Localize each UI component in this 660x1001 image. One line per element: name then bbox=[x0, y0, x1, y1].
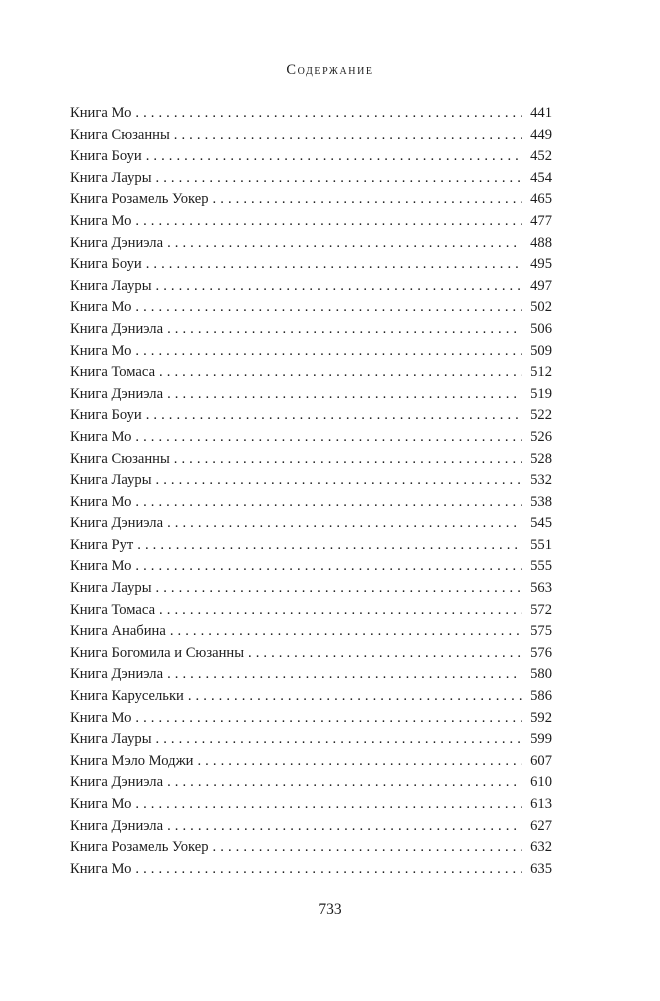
toc-entry-title: Книга Карусельки bbox=[70, 688, 184, 705]
dot-leader bbox=[167, 513, 522, 535]
dot-leader bbox=[170, 621, 522, 643]
toc-entry bbox=[70, 427, 552, 449]
toc-entry-page: 627 bbox=[530, 817, 552, 834]
dot-leader bbox=[156, 276, 523, 298]
toc-entry-page: 632 bbox=[530, 839, 552, 856]
toc-entry bbox=[70, 837, 552, 859]
toc-entry-title: Книга Мо bbox=[70, 212, 132, 229]
toc-entry bbox=[70, 470, 552, 492]
toc-entry-page: 576 bbox=[530, 644, 552, 661]
toc-entry-page: 441 bbox=[530, 105, 552, 121]
dot-leader bbox=[135, 103, 522, 125]
toc-entry bbox=[70, 708, 552, 730]
dot-leader bbox=[174, 125, 522, 147]
dot-leader bbox=[167, 816, 522, 838]
toc-entry bbox=[70, 772, 552, 794]
toc-entry-title: Книга Дэниэла bbox=[70, 515, 164, 532]
dot-leader bbox=[146, 254, 522, 276]
toc-entry bbox=[70, 449, 552, 471]
dot-leader bbox=[135, 492, 522, 514]
toc-entry bbox=[70, 276, 552, 298]
dot-leader bbox=[135, 794, 522, 816]
toc-entry-title: Книга Дэниэла bbox=[70, 774, 164, 791]
toc-entry-page: 488 bbox=[530, 234, 552, 251]
toc-entry-title: Книга Мо bbox=[70, 342, 132, 359]
toc-entry-title: Книга Дэниэла bbox=[70, 385, 164, 402]
toc-entry-page: 555 bbox=[530, 558, 552, 575]
toc-entry bbox=[70, 513, 552, 535]
dot-leader bbox=[146, 405, 522, 427]
toc-entry-page: 635 bbox=[530, 860, 552, 877]
toc-entry-page: 465 bbox=[530, 191, 552, 208]
toc-entry bbox=[70, 319, 552, 341]
toc-entry-page: 592 bbox=[530, 709, 552, 726]
toc-entry bbox=[70, 384, 552, 406]
toc-entry bbox=[70, 362, 552, 384]
toc-entry-page: 495 bbox=[530, 256, 552, 273]
toc-entry-page: 477 bbox=[530, 212, 552, 229]
toc-entry bbox=[70, 729, 552, 751]
toc-entry bbox=[70, 556, 552, 578]
dot-leader bbox=[137, 535, 522, 557]
dot-leader bbox=[156, 729, 523, 751]
dot-leader bbox=[174, 449, 522, 471]
toc-entry bbox=[70, 233, 552, 255]
table-of-contents bbox=[70, 103, 552, 880]
toc-entry-page: 551 bbox=[530, 536, 552, 553]
toc-entry-title: Книга Дэниэла bbox=[70, 320, 164, 337]
toc-entry bbox=[70, 254, 552, 276]
dot-leader bbox=[156, 578, 523, 600]
toc-entry-page: 545 bbox=[530, 515, 552, 532]
toc-entry-page: 610 bbox=[530, 774, 552, 791]
toc-entry bbox=[70, 297, 552, 319]
toc-entry-title: Книга Боуи bbox=[70, 407, 142, 424]
dot-leader bbox=[135, 297, 522, 319]
dot-leader bbox=[156, 168, 523, 190]
toc-entry bbox=[70, 643, 552, 665]
page-number: 733 bbox=[318, 901, 342, 918]
toc-entry-title: Книга Рут bbox=[70, 536, 134, 553]
dot-leader bbox=[135, 708, 522, 730]
toc-entry-page: 532 bbox=[530, 472, 552, 489]
toc-entry-title: Книга Боуи bbox=[70, 256, 142, 273]
dot-leader bbox=[135, 556, 522, 578]
dot-leader bbox=[167, 319, 522, 341]
toc-entry-page: 613 bbox=[530, 796, 552, 812]
toc-entry-page: 575 bbox=[530, 623, 552, 640]
toc-entry bbox=[70, 621, 552, 643]
dot-leader bbox=[167, 384, 522, 406]
toc-entry-page: 526 bbox=[530, 428, 552, 445]
toc-entry-title: Книга Мо bbox=[70, 860, 132, 877]
toc-entry-title: Книга Розамель Уокер bbox=[70, 839, 209, 856]
toc-entry bbox=[70, 211, 552, 233]
toc-entry-page: 454 bbox=[530, 169, 552, 186]
toc-entry-page: 452 bbox=[530, 148, 552, 165]
toc-entry bbox=[70, 492, 552, 514]
toc-entry-page: 512 bbox=[530, 364, 552, 381]
dot-leader bbox=[167, 233, 522, 255]
toc-entry-title: Книга Мо bbox=[70, 709, 132, 726]
toc-entry-page: 506 bbox=[530, 320, 552, 337]
toc-entry-page: 580 bbox=[530, 666, 552, 683]
toc-entry-title: Книга Сюзанны bbox=[70, 450, 170, 467]
toc-entry-page: 586 bbox=[530, 688, 552, 705]
toc-entry-page: 509 bbox=[530, 342, 552, 359]
dot-leader bbox=[156, 470, 523, 492]
toc-entry-title: Книга Мо bbox=[70, 105, 132, 121]
dot-leader bbox=[167, 664, 522, 686]
toc-entry bbox=[70, 168, 552, 190]
toc-entry bbox=[70, 664, 552, 686]
toc-entry-title: Книга Богомила и Сюзанны bbox=[70, 644, 244, 661]
toc-entry bbox=[70, 535, 552, 557]
toc-entry-title: Книга Томаса bbox=[70, 364, 156, 381]
toc-entry-title: Книга Лауры bbox=[70, 472, 152, 489]
toc-entry bbox=[70, 751, 552, 773]
dot-leader bbox=[248, 643, 522, 665]
toc-entry-page: 599 bbox=[530, 731, 552, 748]
toc-entry bbox=[70, 103, 552, 125]
dot-leader bbox=[188, 686, 522, 708]
toc-entry-title: Книга Мо bbox=[70, 299, 132, 316]
toc-entry-page: 449 bbox=[530, 126, 552, 143]
dot-leader bbox=[146, 146, 522, 168]
toc-entry-page: 572 bbox=[530, 601, 552, 618]
dot-leader bbox=[135, 859, 522, 881]
toc-entry-title: Книга Томаса bbox=[70, 601, 156, 618]
toc-entry-page: 528 bbox=[530, 450, 552, 467]
toc-entry-page: 607 bbox=[530, 752, 552, 769]
toc-entry-title: Книга Дэниэла bbox=[70, 234, 164, 251]
dot-leader bbox=[135, 211, 522, 233]
toc-entry bbox=[70, 146, 552, 168]
toc-entry bbox=[70, 405, 552, 427]
toc-entry-title: Книга Боуи bbox=[70, 148, 142, 165]
toc-entry-title: Книга Сюзанны bbox=[70, 126, 170, 143]
toc-entry-title: Книга Мо bbox=[70, 796, 132, 812]
dot-leader bbox=[159, 600, 522, 622]
toc-entry-title: Книга Дэниэла bbox=[70, 666, 164, 683]
toc-entry-title: Книга Лауры bbox=[70, 169, 152, 186]
dot-leader bbox=[135, 427, 522, 449]
toc-entry-title: Книга Анабина bbox=[70, 623, 166, 640]
toc-entry bbox=[70, 859, 552, 881]
toc-entry bbox=[70, 816, 552, 838]
toc-entry-title: Книга Лауры bbox=[70, 580, 152, 597]
toc-entry bbox=[70, 341, 552, 363]
toc-entry-page: 497 bbox=[530, 277, 552, 294]
toc-entry-title: Книга Розамель Уокер bbox=[70, 191, 209, 208]
dot-leader bbox=[167, 772, 522, 794]
toc-entry-page: 502 bbox=[530, 299, 552, 316]
toc-entry bbox=[70, 600, 552, 622]
toc-entry-title: Книга Мэло Моджи bbox=[70, 752, 194, 769]
toc-entry-title: Книга Лауры bbox=[70, 277, 152, 294]
dot-leader bbox=[197, 751, 522, 773]
dot-leader bbox=[213, 837, 522, 859]
running-head: Содержание bbox=[286, 62, 374, 78]
toc-entry-title: Книга Лауры bbox=[70, 731, 152, 748]
toc-entry-title: Книга Дэниэла bbox=[70, 817, 164, 834]
toc-entry bbox=[70, 794, 552, 816]
toc-entry-title: Книга Мо bbox=[70, 428, 132, 445]
dot-leader bbox=[135, 341, 522, 363]
dot-leader bbox=[159, 362, 522, 384]
toc-entry-page: 563 bbox=[530, 580, 552, 597]
toc-entry bbox=[70, 189, 552, 211]
toc-entry bbox=[70, 578, 552, 600]
toc-entry-title: Книга Мо bbox=[70, 558, 132, 575]
toc-entry bbox=[70, 125, 552, 147]
toc-entry bbox=[70, 686, 552, 708]
toc-entry-page: 538 bbox=[530, 493, 552, 510]
dot-leader bbox=[213, 189, 522, 211]
toc-entry-page: 522 bbox=[530, 407, 552, 424]
toc-entry-page: 519 bbox=[530, 385, 552, 402]
toc-entry-title: Книга Мо bbox=[70, 493, 132, 510]
